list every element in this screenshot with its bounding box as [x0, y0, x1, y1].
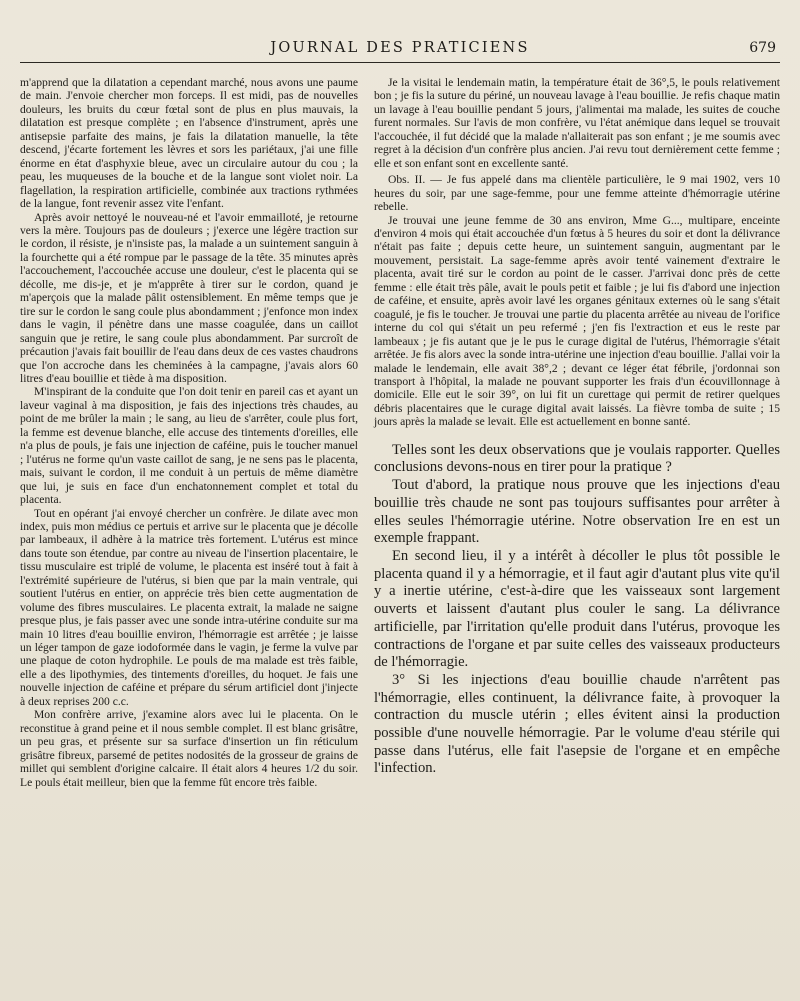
paragraph: M'inspirant de la conduite que l'on doit tenir en pareil cas et ayant un laveur vaginal à ma disposition, je fais des injections très chaudes, au point de me brûler la main ; le sang, au lieu de s'arrêter, coule plus fort, la femme est devenue blanche, elle accuse des tintements d'oreilles, elle n'a plus de pouls, je fais une injection de caféine, puis le toucher manuel ; l'utérus ne forme qu'un vaste caillot de sang, je ne sens pas le placenta, mais, suivant le cordon, il me conduit à un pertuis de même diamètre que lui, je suis en face d'un enchatonnement complet et total du placenta. [20, 385, 358, 507]
journal-title: JOURNAL DES PRATICIENS [270, 40, 530, 56]
paragraph: Après avoir nettoyé le nouveau-né et l'avoir emmailloté, je retourne vers la mère. Toujours pas de douleurs ; j'exerce une légère traction sur le cordon, il résiste, je n'insiste pas, la malade a un suintement sanguin à la fourchette qui a été rompue par le passage de la tête. 35 minutes après l'accouchement, l'accouchée accuse une douleur, c'est le placenta qui se décolle, me dis-je, et je m'apprête à tirer sur le cordon, quand je m'aperçois que la malade pâlit ostensiblement. En même temps que je tire sur le cordon le sang coule plus abondamment ; j'enfonce mon index dans le vagin, il pénètre dans une masse coagulée, dans un caillot sanguin que je retire, le sang coule plus abondamment. Par surcroît de précaution j'avais fait bouillir de l'eau dans deux de ces vastes chaudrons que l'on accroche dans les cheminées à la campagne, j'avais alors 60 litres d'eau bouillie et tiède à ma disposition. [20, 210, 358, 385]
left-column [20, 76, 358, 789]
conclusion-paragraph: Telles sont les deux observations que je voulais rapporter. Quelles conclusions devons-nous en tirer pour la pratique ? [374, 441, 780, 476]
right-column [374, 76, 780, 778]
conclusion-paragraph: Tout d'abord, la pratique nous prouve que les injections d'eau bouillie très chaude ne sont pas toujours suffisantes pour arrêter à elles seules l'hémorragie utérine. Notre observation Ire en est un exemple frappant. [374, 477, 780, 547]
conclusion-paragraph: En second lieu, il y a intérêt à décoller le plus tôt possible le placenta quand il y a hémorragie, et il faut agir d'autant plus vite qu'il y a inertie utérine, c'est-à-dire que les vaisseaux sont largement ouverts et laissent d'autant plus couler le sang. La délivrance artificielle, par l'irritation qu'elle produit dans l'utérus, provoque les contractions de l'organe et par suite celles des vaisseaux producteurs de l'hémorragie. [374, 548, 780, 671]
paragraph: Je la visitai le lendemain matin, la température était de 36°,5, le pouls relativement bon ; je fis la suture du périné, un nouveau lavage à l'eau bouillie. Je refis chaque matin un lavage à l'eau bouillie pendant 5 jours, j'alimentai ma malade, les suites de couche furent normales. Sur l'avis de mon confrère, vu l'état anémique dans lequel se trouvait l'accouchée, il fut décidé que la malade n'allaiterait pas son enfant ; je me soumis avec regret à la décision d'un confrère plus ancien. J'ai revu tout dernièrement cette femme ; elle et son enfant sont en excellente santé. [374, 76, 780, 170]
paragraph: Mon confrère arrive, j'examine alors avec lui le placenta. On le reconstitue à grand peine et il nous semble complet. Il est blanc grisâtre, un peu gras, et présente sur sa surface d'insertion un fin réticulum grisâtre fibreux, parsemé de petites nodosités de la grosseur de grains de millet qui semblent d'origine calcaire. Il était alors 4 heures 1/2 du soir. Le pouls était meilleur, bien que la femme fût encore très faible. [20, 708, 358, 789]
conclusion-paragraph: 3° Si les injections d'eau bouillie chaude n'arrêtent pas l'hémorragie, elles continuent, la délivrance faite, à provoquer la contraction du muscle utérin ; elles évitent ainsi la production possible d'une nouvelle hémorragie. Par le volume d'eau stérile qui passe dans l'utérus, elle fait l'asepsie de l'organe et en empêche l'infection. [374, 671, 780, 777]
page-number: 679 [749, 40, 776, 56]
observation-heading-paragraph: Obs. II. — Je fus appelé dans ma clientèle particulière, le 9 mai 1902, vers 10 heures du soir, par une sage-femme, pour une femme atteinte d'hémorragie utérine rebelle. [374, 173, 780, 214]
paragraph: Tout en opérant j'ai envoyé chercher un confrère. Je dilate avec mon index, puis mon médius ce pertuis et arrive sur le placenta que je décolle par lambeaux, il adhère à la matrice très fortement. L'utérus est mince dans toute son étendue, par contre au niveau de l'insertion placentaire, le tissu musculaire est triplé de volume, le placenta est inséré tout à fait à l'extrémité supérieure de l'utérus, si bien que par la main ventrale, qui soutient l'utérus en entier, on apprécie très bien cette augmentation de volume des fibres musculaires. Le placenta extrait, la malade ne saigne presque plus, je fais passer avec une sonde intra-utérine conduite sur ma main 10 litres d'eau bouillie environ, l'hémorragie est arrêtée ; je laisse un léger tampon de gaze iodoformée dans le vagin, je ferme la vulve par une plaque de coton hydrophile. Le pouls de ma malade est très faible, elle a des lipothymies, des tintements d'oreilles, du hoquet. Je fais une nouvelle injection de caféine et prépare du sérum artificiel dont j'injecte à deux reprises 200 c.c. [20, 506, 358, 708]
running-header [20, 38, 780, 63]
paragraph: Je trouvai une jeune femme de 30 ans environ, Mme G..., multipare, enceinte d'environ 4 mois qui était accouchée d'un fœtus à 5 heures du soir et dont la délivrance n'était pas faite ; depuis cette heure, un suintement sanguin, augmentant par le mouvement, persistait. La sage-femme après avoir tenté vainement d'extraire le placenta, avait tiré sur le cordon au point de le casser. J'arrivai donc près de cette femme : elle était très pâle, avait le pouls petit et faible ; je lui fis d'abord une injection de caféine, et ensuite, après avoir lavé les organes génitaux externes où le sang s'était coagulé, je fis le toucher. Je trouvai une partie du placenta arrêtée au niveau de l'orifice interne du col qui s'était un peu refermé ; j'en fis l'extraction et eus le reste par lambeaux ; je fis autant que je le pus le curage digital de l'utérus, l'hémorragie s'était arrêtée. Je fis alors avec la sonde intra-utérine une injection d'eau bouillie. J'allai voir la malade le lendemain, elle avait 38°,2 ; devant ce léger état fébrile, j'ordonnai son transport à l'hôpital, la malade ne pouvant supporter les frais d'un écouvillonnage à domicile. Elle eut le soir 39°, on lui fit un curettage qui permit de retirer quelques débris placentaires que le curage digital avait laissés. La fièvre tomba de suite ; 15 jours après la malade se levait. Elle est actuellement en bonne santé. [374, 213, 780, 429]
paragraph: m'apprend que la dilatation a cependant marché, nous avons une paume de main. J'envoie chercher mon forceps. Il est midi, pas de nouvelles douleurs, les bruits du cœur fœtal sont de plus en plus mauvais, la dilatation est presque complète ; en l'absence d'instrument, après une antisepsie parfaite des mains, je fais la dilatation manuelle, la tête descend, j'écarte fortement les lèvres et sors les pariétaux, j'ai une fille énorme en état d'asphyxie bleue, avec un circulaire autour du cou ; la peau, les muqueuses de la bouche et de la langue sont violet noir. La flagellation, la respiration artificielle, combinée aux tractions rythmées de la langue, font revenir assez vite l'enfant. [20, 76, 358, 211]
conclusions-section [374, 442, 780, 778]
